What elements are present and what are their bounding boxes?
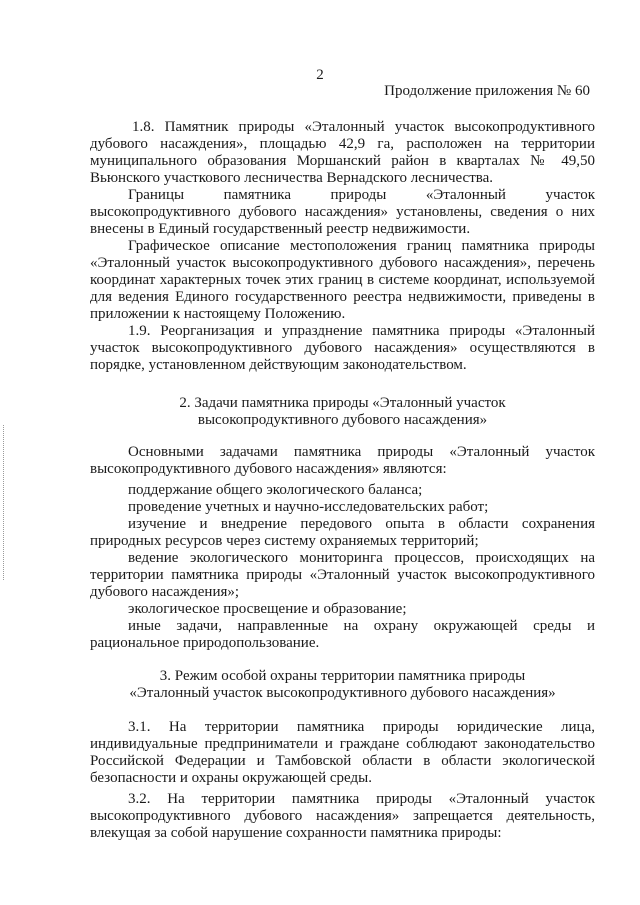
paragraph-boundaries: Границы памятника природы «Эталонный участок высокопродуктивного дубового насаждения» установлены, сведения о них внесены в Единый государственный реестр недвижимости. <box>90 187 595 237</box>
scan-margin-marks <box>3 425 6 580</box>
appendix-continuation-label: Продолжение приложения № 60 <box>384 83 590 99</box>
section-3-heading <box>90 668 595 702</box>
task-item: поддержание общего экологического баланса; <box>128 482 423 498</box>
task-item: изучение и внедрение передового опыта в области сохранения природных ресурсов через систему охраняемых территорий; <box>90 516 595 549</box>
paragraph-3-2: 3.2. На территории памятника природы «Эталонный участок высокопродуктивного дубового насаждения» запрещается деятельность, влекущая за собой нарушение сохранности памятника природы: <box>90 791 595 841</box>
section-2-heading-line-1: 2. Задачи памятника природы «Эталонный участок <box>179 395 506 411</box>
task-item: экологическое просвещение и образование; <box>128 601 407 617</box>
tasks-intro: Основными задачами памятника природы «Эталонный участок высокопродуктивного дубового насаждения» являются: <box>90 444 595 477</box>
task-item: ведение экологического мониторинга процессов, происходящих на территории памятника природы «Эталонный участок высокопродуктивного дубового насаждения»; <box>90 550 595 600</box>
paragraph-1-9: 1.9. Реорганизация и упразднение памятника природы «Эталонный участок высокопродуктивного дубового насаждения» осуществляются в порядке, установленном действующим законодательством. <box>90 323 595 373</box>
task-item: проведение учетных и научно-исследовательских работ; <box>128 499 489 515</box>
section-3-heading-line-1: 3. Режим особой охраны территории памятника природы <box>159 668 526 684</box>
section-3-heading-line-2: «Эталонный участок высокопродуктивного дубового насаждения» <box>129 685 556 701</box>
paragraph-3-1: 3.1. На территории памятника природы юридические лица, индивидуальные предприниматели и граждане соблюдают законодательство Российской Федерации и Тамбовской области в области экологической безопасности и охраны окружающей среды. <box>90 719 595 786</box>
section-2-heading <box>90 395 595 429</box>
page-number: 2 <box>316 67 324 83</box>
section-2-heading-line-2: высокопродуктивного дубового насаждения» <box>197 412 488 428</box>
paragraph-graphic-description: Графическое описание местоположения границ памятника природы «Эталонный участок высокопродуктивного дубового насаждения», перечень координат характерных точек этих границ в системе координат, используемой для ведения Единого государственного реестра недвижимости, приведены в приложении к настоящему Положению. <box>90 238 595 322</box>
task-item: иные задачи, направленные на охрану окружающей среды и рациональное природопользование. <box>90 618 595 651</box>
paragraph-1-8: 1.8. Памятник природы «Эталонный участок высокопродуктивного дубового насаждения», площадью 42,9 га, расположен на территории муниципального образования Моршанский район в кварталах № 49,50 Вьюнского участкового лесничества Вернадского лесничества. <box>90 119 595 186</box>
